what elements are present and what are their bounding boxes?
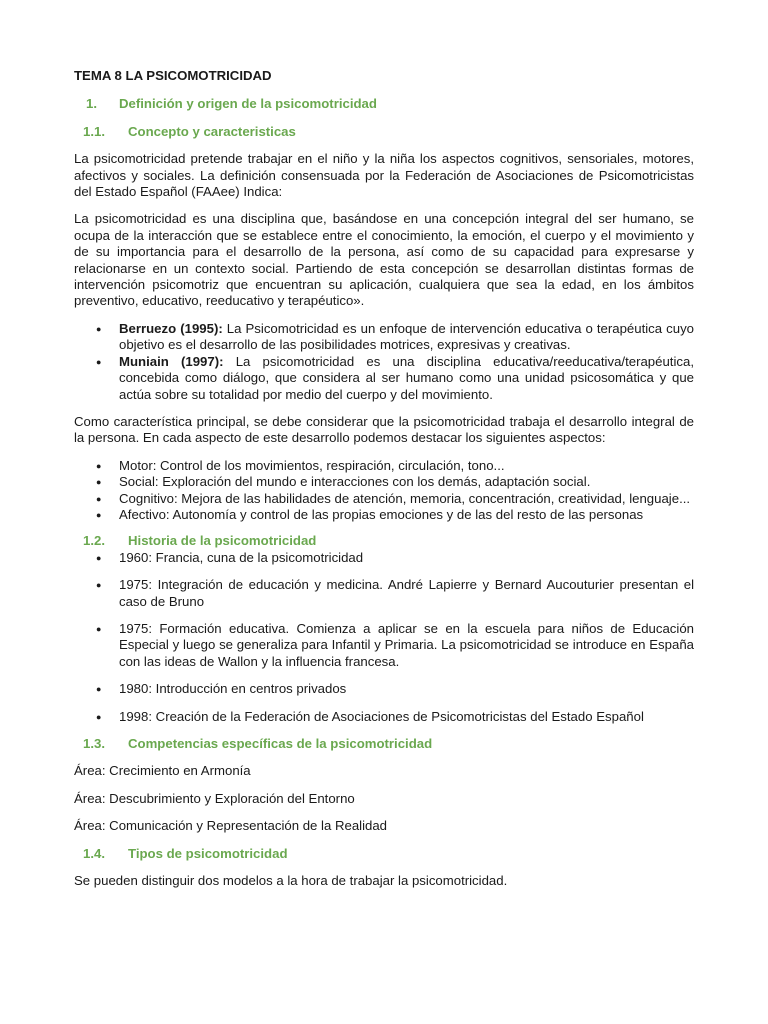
list-item: ● 1960: Francia, cuna de la psicomotricidad: [119, 550, 694, 566]
list-item: ● 1975: Integración de educación y medicina. André Lapierre y Bernard Aucouturier presentan el caso de Bruno: [119, 577, 694, 610]
paragraph-definition: La psicomotricidad es una disciplina que, basándose en una concepción integral del ser humano, se ocupa de la interacción que se establece entre el conocimiento, la emoción, el cuerpo y el movimiento y de su importancia para el desarrollo de la persona, así como de su capacidad para expresarse y relacionarse en un contexto social. Partiendo de esta concepción se desarrollan distintas formas de intervención psicomotriz que encuentran su aplicación, cualquiera que sea la edad, en los ámbitos preventivo, educativo, reeducativo y terapéutico».: [74, 211, 694, 309]
list-item: ● 1975: Formación educativa. Comienza a aplicar se en la escuela para niños de Educación Especial y luego se generaliza para Infantil y Primaria. La psicomotricidad se introduce en España con las ideas de Wallon y la influencia francesa.: [119, 621, 694, 670]
paragraph-models: Se pueden distinguir dos modelos a la hora de trabajar la psicomotricidad.: [74, 873, 508, 889]
history-list: [74, 550, 694, 725]
list-item: ● Motor: Control de los movimientos, respiración, circulación, tono...: [119, 458, 694, 474]
heading-text: Historia de la psicomotricidad: [128, 533, 317, 549]
heading-text: Tipos de psicomotricidad: [128, 845, 288, 861]
heading-number: 1.2.: [83, 533, 105, 549]
paragraph-characteristics: Como característica principal, se debe considerar que la psicomotricidad trabaja el desarrollo integral de la persona. En cada aspecto de este desarrollo podemos destacar los siguientes aspectos:: [74, 413, 694, 446]
author-definitions-list: [74, 321, 694, 403]
heading-competencias: [74, 736, 694, 752]
list-item: ● Afectivo: Autonomía y control de las propias emociones y de las del resto de las personas: [119, 507, 694, 523]
list-item: [119, 354, 694, 403]
heading-number: 1.: [86, 96, 97, 112]
heading-tipos: [74, 846, 694, 862]
heading-definicion: [74, 96, 694, 112]
heading-number: 1.4.: [83, 845, 105, 861]
list-item: [119, 321, 694, 354]
list-item: ● 1998: Creación de la Federación de Asociaciones de Psicomotricistas del Estado Español: [119, 709, 694, 725]
aspects-list: [74, 458, 694, 524]
heading-number: 1.1.: [83, 123, 105, 139]
paragraph-intro: La psicomotricidad pretende trabajar en el niño y la niña los aspectos cognitivos, sensoriales, motores, afectivos y sociales. La definición consensuada por la Federación de Asociaciones de Psicomotricistas del Estado Español (FAAee) Indica:: [74, 151, 694, 200]
heading-text: Concepto y caracteristicas: [128, 123, 296, 139]
area-item: Área: Descubrimiento y Exploración del Entorno: [74, 790, 355, 806]
list-item: ● Cognitivo: Mejora de las habilidades de atención, memoria, concentración, creatividad, lenguaje...: [119, 491, 694, 507]
heading-concepto: [74, 124, 694, 140]
list-item: ● Social: Exploración del mundo e interacciones con los demás, adaptación social.: [119, 474, 694, 490]
area-item: Área: Comunicación y Representación de la Realidad: [74, 818, 388, 834]
heading-text: Definición y origen de la psicomotricidad: [119, 96, 377, 112]
author-name: Berruezo (1995):: [119, 320, 223, 336]
author-definition: La Psicomotricidad es un enfoque de intervención educativa o terapéutica cuyo objetivo es el desarrollo de las posibilidades motrices, expresivas y creativas.: [119, 320, 695, 353]
heading-text: Competencias específicas de la psicomotricidad: [128, 736, 433, 751]
author-name: Muniain (1997):: [119, 353, 224, 369]
author-definition: La psicomotricidad es una disciplina educativa/reeducativa/terapéutica, concebida como diálogo, que considera al ser humano como una unidad psicosomática y que actúa sobre su totalidad por medio del cuerpo y del movimiento.: [119, 353, 694, 402]
heading-number: 1.3.: [83, 736, 105, 751]
document-title: TEMA 8 LA PSICOMOTRICIDAD: [74, 68, 272, 83]
area-item: Área: Crecimiento en Armonía: [74, 763, 251, 779]
list-item: ● 1980: Introducción en centros privados: [119, 681, 694, 697]
heading-historia: [74, 533, 694, 549]
